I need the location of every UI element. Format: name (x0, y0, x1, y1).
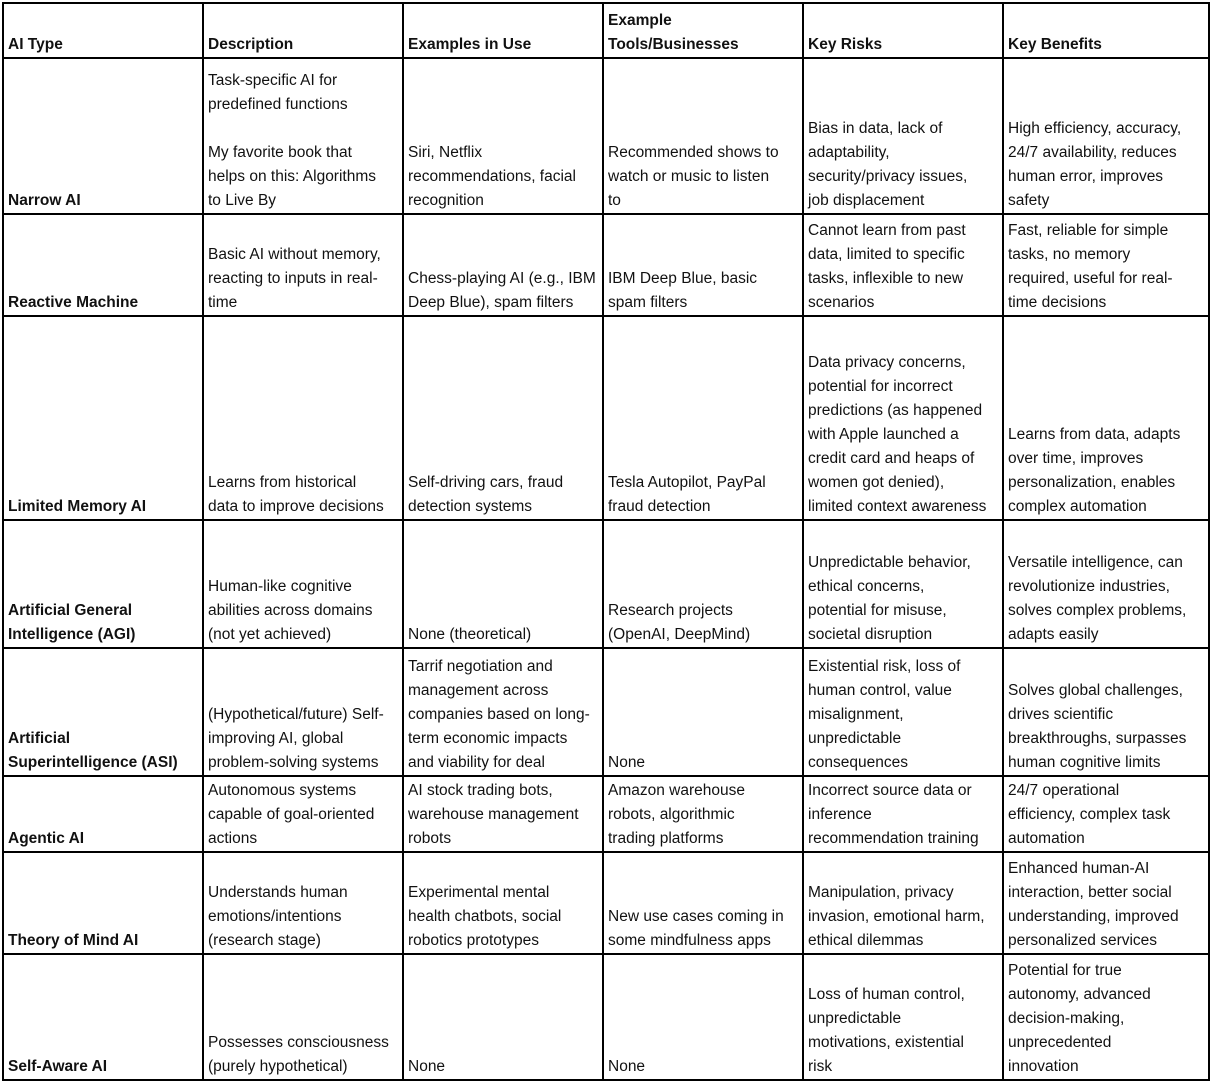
cell-example-tools[interactable]: IBM Deep Blue, basic spam filters (603, 214, 803, 316)
cell-ai-type[interactable]: Agentic AI (3, 776, 203, 852)
cell-key-benefits[interactable]: Solves global challenges, drives scientific breakthroughs, surpasses human cognitive limits (1003, 648, 1209, 776)
cell-description[interactable]: Possesses consciousness (purely hypothetical) (203, 954, 403, 1080)
table-row (3, 58, 1209, 214)
cell-example-tools[interactable]: Amazon warehouse robots, algorithmic trading platforms (603, 776, 803, 852)
cell-key-benefits[interactable]: Versatile intelligence, can revolutionize industries, solves complex problems, adapts easily (1003, 520, 1209, 648)
cell-key-risks[interactable]: Existential risk, loss of human control, value misalignment, unpredictable consequences (803, 648, 1003, 776)
ai-types-table (2, 2, 1210, 1081)
cell-examples-in-use[interactable]: None (theoretical) (403, 520, 603, 648)
cell-ai-type[interactable]: Limited Memory AI (3, 316, 203, 520)
cell-example-tools[interactable]: New use cases coming in some mindfulness apps (603, 852, 803, 954)
cell-key-benefits[interactable]: Learns from data, adapts over time, improves personalization, enables complex automation (1003, 316, 1209, 520)
cell-key-benefits[interactable]: Enhanced human-AI interaction, better social understanding, improved personalized services (1003, 852, 1209, 954)
cell-description[interactable]: Learns from historical data to improve decisions (203, 316, 403, 520)
cell-description[interactable]: (Hypothetical/future) Self- improving AI, global problem-solving systems (203, 648, 403, 776)
cell-ai-type[interactable]: Artificial General Intelligence (AGI) (3, 520, 203, 648)
header-cell-ai-type[interactable]: AI Type (3, 3, 203, 58)
cell-key-risks[interactable]: Data privacy concerns, potential for incorrect predictions (as happened with Apple launched a credit card and heaps of women got denied), limited context awareness (803, 316, 1003, 520)
cell-examples-in-use[interactable]: Siri, Netflix recommendations, facial recognition (403, 58, 603, 214)
cell-description[interactable]: Human-like cognitive abilities across domains (not yet achieved) (203, 520, 403, 648)
cell-key-benefits[interactable]: Potential for true autonomy, advanced decision-making, unprecedented innovation (1003, 954, 1209, 1080)
header-row (3, 3, 1209, 58)
header-cell-description[interactable]: Description (203, 3, 403, 58)
table-row (3, 954, 1209, 1080)
cell-examples-in-use[interactable]: Tarrif negotiation and management across companies based on long- term economic impacts and viability for deal (403, 648, 603, 776)
cell-key-risks[interactable]: Cannot learn from past data, limited to specific tasks, inflexible to new scenarios (803, 214, 1003, 316)
header-cell-examples-in-use[interactable]: Examples in Use (403, 3, 603, 58)
table-row (3, 316, 1209, 520)
cell-key-risks[interactable]: Manipulation, privacy invasion, emotional harm, ethical dilemmas (803, 852, 1003, 954)
table-row (3, 648, 1209, 776)
cell-key-benefits[interactable]: High efficiency, accuracy, 24/7 availability, reduces human error, improves safety (1003, 58, 1209, 214)
cell-examples-in-use[interactable]: Self-driving cars, fraud detection systems (403, 316, 603, 520)
cell-key-risks[interactable]: Unpredictable behavior, ethical concerns, potential for misuse, societal disruption (803, 520, 1003, 648)
cell-key-risks[interactable]: Bias in data, lack of adaptability, security/privacy issues, job displacement (803, 58, 1003, 214)
cell-examples-in-use[interactable]: None (403, 954, 603, 1080)
cell-ai-type[interactable]: Theory of Mind AI (3, 852, 203, 954)
header-cell-example-tools[interactable]: Example Tools/Businesses (603, 3, 803, 58)
cell-example-tools[interactable]: None (603, 648, 803, 776)
table-row (3, 214, 1209, 316)
header-cell-key-benefits[interactable]: Key Benefits (1003, 3, 1209, 58)
cell-description[interactable]: Understands human emotions/intentions (research stage) (203, 852, 403, 954)
cell-ai-type[interactable]: Reactive Machine (3, 214, 203, 316)
cell-ai-type[interactable]: Artificial Superintelligence (ASI) (3, 648, 203, 776)
cell-key-benefits[interactable]: Fast, reliable for simple tasks, no memory required, useful for real- time decisions (1003, 214, 1209, 316)
cell-key-risks[interactable]: Loss of human control, unpredictable motivations, existential risk (803, 954, 1003, 1080)
cell-examples-in-use[interactable]: AI stock trading bots, warehouse management robots (403, 776, 603, 852)
cell-example-tools[interactable]: Research projects (OpenAI, DeepMind) (603, 520, 803, 648)
cell-ai-type[interactable]: Self-Aware AI (3, 954, 203, 1080)
cell-example-tools[interactable]: Tesla Autopilot, PayPal fraud detection (603, 316, 803, 520)
cell-example-tools[interactable]: None (603, 954, 803, 1080)
cell-ai-type[interactable]: Narrow AI (3, 58, 203, 214)
cell-key-benefits[interactable]: 24/7 operational efficiency, complex task automation (1003, 776, 1209, 852)
cell-example-tools[interactable]: Recommended shows to watch or music to listen to (603, 58, 803, 214)
cell-key-risks[interactable]: Incorrect source data or inference recommendation training (803, 776, 1003, 852)
table-row (3, 520, 1209, 648)
table-row (3, 776, 1209, 852)
cell-examples-in-use[interactable]: Experimental mental health chatbots, social robotics prototypes (403, 852, 603, 954)
table-row (3, 852, 1209, 954)
header-cell-key-risks[interactable]: Key Risks (803, 3, 1003, 58)
cell-description[interactable]: Autonomous systems capable of goal-oriented actions (203, 776, 403, 852)
cell-description[interactable]: Basic AI without memory, reacting to inputs in real- time (203, 214, 403, 316)
cell-description[interactable]: Task-specific AI for predefined functions My favorite book that helps on this: Algorithms to Live By (203, 58, 403, 214)
cell-examples-in-use[interactable]: Chess-playing AI (e.g., IBM Deep Blue), spam filters (403, 214, 603, 316)
